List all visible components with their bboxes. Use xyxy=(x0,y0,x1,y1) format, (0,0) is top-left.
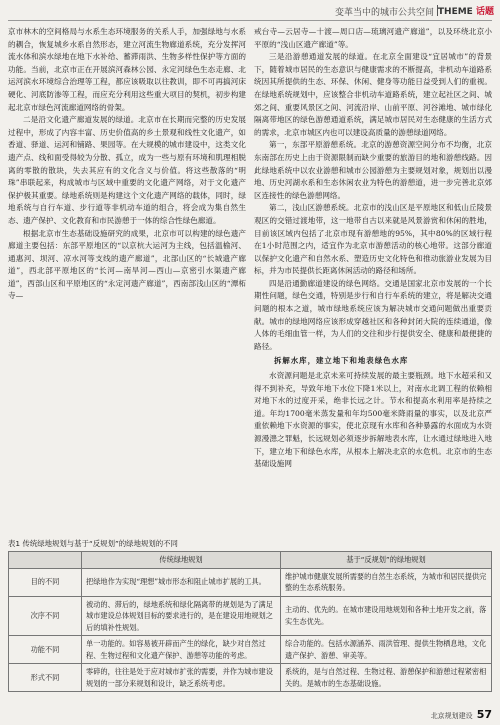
paragraph: 第二，浅山区游憩系统。北京市的浅山区是平原地区和低山丘陵景观区的交错过渡地带，这一地带自古以来就是风景游赏和休闲的胜地，目前该区域内包括了北京市现有游憩地的95%，其中80%的区域行程在1小时范围之内，适宜作为北京市游憩活动的核心地带。这部分廊道以保护文化遗产和自然水系、塑造历史文化特色和推动旅游业发展为目标，并为市民提供长距离休闲活动的路径和场所。 xyxy=(254,203,492,276)
table-cell: 被动的、滞后的，绿地系统和绿化隔离带的规划是为了满足城市建设总体规划目标的要求进行的，是在建设用地规划之后的填补性规划。 xyxy=(82,596,281,636)
row-label: 次序不同 xyxy=(9,596,82,636)
paragraph: 第一，东部平原游憩系统。北京的游憩资源空间分布不均衡，北京东南部在历史上由于资源限制而缺少重要的旅游目的地和游憩线路。因此绿地系统中以农业游憩和城市公园游憩为主要规划对象，规划出以漫地、历史河湖水系和生态休闲农业为特色的游憩道，进一步完善北京郊区连接性的绿色游憩网络。 xyxy=(254,140,492,200)
paragraph: 戒台寺—云居寺—十渡—周口店—琉璃河遗产廊道”，以及环绕北京小平原的“浅山区遗产廊道”等。 xyxy=(254,27,492,49)
page-number: 57 xyxy=(476,708,492,721)
table-row xyxy=(9,568,492,596)
table-cell: 把绿地作为实现“理想”城市形态和阻止城市扩展的工具。 xyxy=(82,568,281,596)
table-cell: 维护城市健康发展所需要的自然生态系统，为城市和居民提供完整的生态系统服务。 xyxy=(281,568,492,596)
table-cell: 零碎的，往往是处于应对城市扩张的需要，并作为城市建设规划的一部分来规划和设计，缺乏系统考虑。 xyxy=(82,664,281,692)
paragraph: 二是沿文化遗产廊道发展的绿道。北京市在长期而完整的历史发展过程中，形成了内容丰富、历史价值高的乡土景观和线性文化遗产，如香道、驿道、运河和铺路、果园等。在大规模的城市建设中，这类文化遗产点、线和面受得较为分散、孤立，成为一些与原有环境和肌理相脱离的零散的散块，失去其应有的文化含义与价值。将这些散落的“明珠”串联起来，构成城市与区域中重要的文化遗产网络，对于文化遗产保护极其重要。绿地系统则是构建这个文化遗产网络的载体，同时，绿地系统与自行车道、步行道等非机动车道的组合，将会成为集自然生态、遗产保护、文化教育和市民游憩于一体的综合性绿色廊道。 xyxy=(8,115,246,225)
paragraph: 水资源问题是北京未来可持续发展的最主要瓶颈。地下水超采和又得不到补充，导致年地下水位下降1米以上，对南水北调工程的依赖相对地下水的过度开采，绝非长远之计。节水和提高水利用率是持续之道。年均1700毫米蒸发量和年均500毫米降雨量的事实，以及北京严重依赖地下水资源的事实，使北京现有水库和各种暴露的水面成为水资源漫漶之罪魁，长远规划必须逐步拆解地表水库，让水通过绿地进入地下，建立地下和绿色水库，从根本上解决北京的水危机。北京市的生态基础设施网 xyxy=(254,371,492,469)
table-row xyxy=(9,664,492,692)
row-label: 目的不同 xyxy=(9,568,82,596)
table-cell: 综合功能的。包括水源涵养、雨洪管理、提供生物栖息地，文化遗产保护、游憩、审美等。 xyxy=(281,636,492,664)
table-cell: 系统的，是与自然过程、生物过程、游憩保护和游憩过程紧密相关的。是城市的生态基础设施。 xyxy=(281,664,492,692)
journal-name: 北京规划建设 xyxy=(430,712,473,720)
table-row xyxy=(9,636,492,664)
row-label: 功能不同 xyxy=(9,636,82,664)
table-header-cell: 基于“反规划”的绿地规划 xyxy=(281,552,492,569)
right-text-column xyxy=(254,26,492,471)
page-footer xyxy=(431,708,492,721)
table-cell: 主动的、优先的。在城市建设用地规划和各种土地开发之前，落实生态优先。 xyxy=(281,596,492,636)
table-cell: 单一功能的。如容易被开辟而产生的绿化，缺少对自然过程、生物过程和文化遗产保护、游憩等功能的考虑。 xyxy=(82,636,281,664)
header-title: 变革当中的城市公共空间 xyxy=(334,8,434,18)
table-header-row xyxy=(9,552,492,569)
comparison-table xyxy=(8,551,492,692)
table-header-cell: 传统绿地规划 xyxy=(82,552,281,569)
paragraph: 京市林木的空间格局与水系生态环境服务的关系人手，加强绿地与水系的耦合，恢复城乡水系自然形态，建立河流生物廊道系统，充分发挥河流水体和滨水绿地在地下水补给、蓄滞雨洪、生物多样性保护等方面的功能。当前，北京市正在开展滨河森林公园、永定河绿色生态走廊、北运河滨水环境综合治理等工程，都应该吸取以往教训，即不可再搞河床硬化、河底防渗等工程，而应充分利用这些重大项目的契机，初步构建起北京市绿色河流廊道网络的骨架。 xyxy=(8,27,246,112)
paragraph: 根据北京市生态基础设施研究的成果，北京市可以构建的绿色遗产廊道主要包括：东部平原地区的“以京杭大运河为主线，包括温榆河、通惠河、坝河、凉水河等支线的遗产廊道”，北部山区的“长城遗产廊道”，西北部平原地区的“长河—南旱河—西山—京密引水渠遗产廊道”，西部山区和平原地区的“永定河遗产廊道”，西南部浅山区的“潭柘寺— xyxy=(8,228,246,301)
section-heading: 拆解水库，建立地下和地表绿色水库 xyxy=(274,356,409,366)
theme-logo-main: THEME xyxy=(437,7,473,17)
theme-logo xyxy=(438,4,494,17)
table-row xyxy=(9,596,492,636)
page-header xyxy=(0,0,500,22)
table-caption: 表1 传统绿地规划与基于“反规划”的绿地规划的不同 xyxy=(8,539,178,548)
header-rule xyxy=(8,20,492,21)
paragraph: 四是沿通勤廊道建设的绿色网络。交通是国家北京市发展的一个长期性问题，绿色交通，特别是步行和自行车系统的建立，将是解决交通问题的根本之道，城市绿地系统应该为解决城市交通问题做出重要贡献。城市的绿地网络应该形成穿越社区和各种封闭大院的连续通道，像人体的毛细血管一样，为人们的交往和步行提供安全、健康和最便捷的路径。 xyxy=(254,278,492,351)
left-text-column xyxy=(8,26,246,303)
row-label: 形式不同 xyxy=(9,664,82,692)
table-header-cell xyxy=(9,552,82,569)
theme-logo-sub: 话题 xyxy=(475,7,494,17)
paragraph: 三是沿游憩通道发展的绿道。在北京全面建设“宜居城市”的背景下，随着城市居民的生态意识与健康需求的不断提高，非机动车道路系统因其所提供的生态、环保、休闲、健身等功能日益受到人们的重视。在绿地系统规划中，应该整合非机动车道路系统，建立起社区之间、城郊之间、重要风景区之间、河流沿岸、山前平原、河谷滩地、城市绿化隔离带地区的绿色游憩通道系统，满足城市居民对生态健康的生活方式的需求，北京市城区内也可以建设高质量的游憩绿道网络。 xyxy=(254,52,492,137)
